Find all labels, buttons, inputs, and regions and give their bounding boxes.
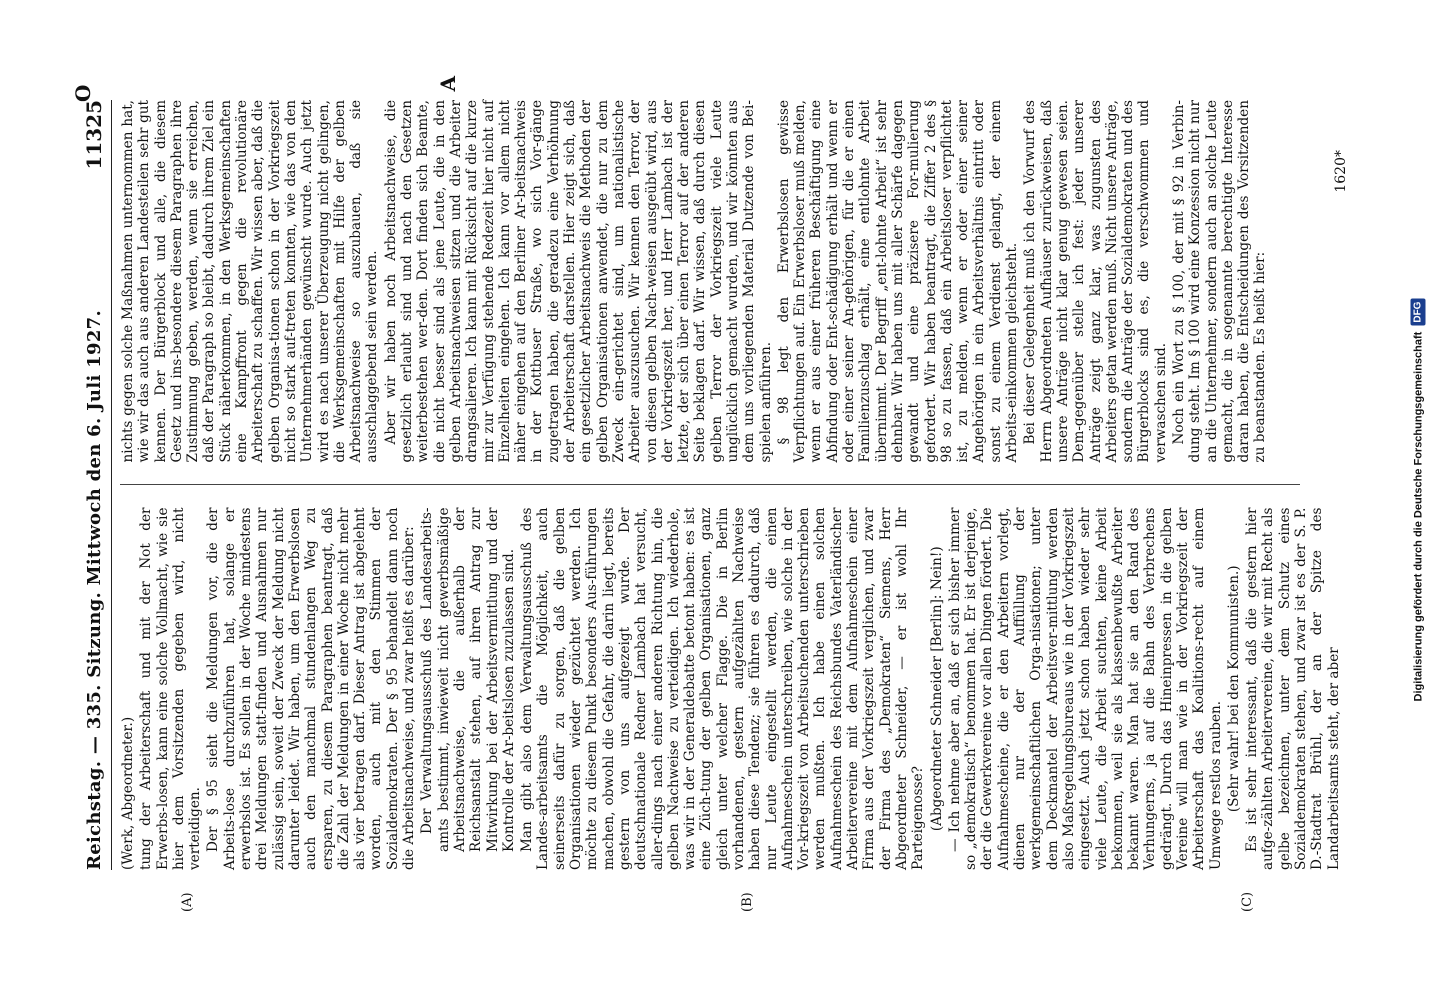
margin-marker-a: (A) (180, 892, 195, 912)
digitization-text: Digitalisierung gefördert durch die Deutsche Forschungsgemeinschaft (1412, 331, 1424, 702)
paragraph: Noch ein Wort zu § 100, der mit § 92 in Verbin-dung steht. Im § 100 wird eine Konzession nicht nur an die Unternehmer, sondern auch an solche Leute gemacht, die in sogenannte berechtigte Interesse daran haben, die Entscheidungen des Vorsitzenden zu beanstanden. Es heißt hier: (1171, 100, 1269, 463)
page (67, 70, 1367, 930)
speaker-label: (Werk, Abgeordneter.) (120, 716, 136, 870)
interjection: (Sehr wahr! bei den Kommunisten.) (1225, 565, 1242, 813)
paragraph: — Ich nehme aber an, daß er sich bisher immer so „demokratisch“ benommen hat. Er ist derjenige, der die Gewerkvereine vor allen Dingen fördert. Die Aufnahmescheine, die er den Arbeitern vorlegt, dienen nur der Auffüllung der werkgemeinschaftlichen Orga-nisationen; unter dem Deckmantel der Arbeitsver-mittlung werden also Maßregelungsbureaus wie in der Vorkriegszeit eingesetzt. Auch jetzt schon haben wieder sehr viele Leute, die Arbeit suchten, keine Arbeit bekommen, weil sie als klassenbewußte Arbeiter bekannt waren. Man hat sie an den Rand des Verhungerns, ja auf die Bahn des Verbrechens gedrängt. Durch das Hineinpressen in die gelben Vereine will man wie in der Vorkriegszeit der Arbeiterschaft das Koalitions-recht auf einem Umwege restlos rauben. (946, 507, 1224, 870)
paragraph: Man gibt also dem Verwaltungsausschuß des Landes-arbeitsamts die Möglichkeit, auch seinerseits dafür zu sorgen, daß die gelben Organisationen wieder gezüchtet werden. Ich möchte zu diesem Punkt besonders Aus-führungen machen, obwohl die Gefahr, die darin liegt, bereits gestern von uns aufgezeigt wurde. Der deutschnationale Redner Lambach hat versucht, aller-dings nach einer anderen Richtung hin, die gelben Nachweise zu verteidigen. Ich wiederhole, was wir in der Generaldebatte betont haben: es ist eine Züch-tung der gelben Organisationen, ganz gleich unter welcher Flagge. Die in Berlin vorhandenen, gestern aufgezählten Nachweise haben diese Tendenz; sie führen es dadurch, daß nur Leute eingestellt werden, die einen Aufnahmeschein unterschreiben, wie solche in der Vor-kriegszeit von Arbeitsuchenden unterschrieben werden mußten. Ich habe einen solchen Aufnahmeschein des Reichsbundes Vaterländischer Arbeitervereine mit dem Aufnahmeschein einer Firma aus der Vorkriegszeit verglichen, und zwar der Firma des „Demokraten“ Siemens, Herr Abgeordneter Schneider, — er ist wohl Ihr Parteigenosse? (519, 507, 927, 870)
column-divider (120, 485, 1300, 486)
sheet-number: 1620* (1333, 150, 1349, 193)
page-number: 11325 (82, 100, 106, 170)
paragraph: Der § 95 sieht die Meldungen vor, die der Arbeits-lose durchzuführen hat, solange er erwerbslos ist. Es sollen in der Woche mindestens drei Meldungen statt-finden und Ausnahmen nur zulässig sein, soweit der Zweck der Meldung nicht darunter leidet. Wir haben, um den Erwerbslosen auch den manchmal stundenlangen Weg zu ersparen, zu diesem Paragraphen beantragt, daß die Zahl der Meldungen in einer Woche nicht mehr als vier betragen darf. Dieser Antrag ist abgelehnt worden, auch mit den Stimmen der Sozialdemokraten. Der § 95 behandelt dann noch die Arbeitsnachweise, und zwar heißt es darüber: (205, 507, 418, 870)
dfg-logo-icon: DFG (1411, 299, 1426, 326)
digitization-note (1411, 299, 1426, 702)
paragraph: § 98 legt den Erwerbslosen gewisse Verpflichtungen auf. Ein Erwerbsloser muß melden, wenn er aus einer früheren Beschäftigung eine Abfindung oder Ent-schädigung erhält und wenn er oder einer seiner An-gehörigen, für die er einen Familienzuschlag erhält, eine entlohnte Arbeit übernimmt. Der Begriff „ent-lohnte Arbeit“ ist sehr dehnbar. Wir haben uns mit aller Schärfe dagegen gewandt und eine präzisere For-mulierung gefordert. Wir haben beantragt, die Ziffer 2 des § 98 so zu fassen, daß ein Arbeitsloser verpflichtet ist, zu melden, wenn er oder einer seiner Angehörigen in ein Arbeitsverhältnis eintritt oder sonst zu einem Verdienst gelangt, der einem Arbeits-einkommen gleichsteht. (775, 100, 1021, 463)
margin-marker-b: (B) (740, 892, 755, 912)
paragraph: nichts gegen solche Maßnahmen unternommen hat, wie wir das auch aus anderen Landesteilen sehr gut kennen. Der Bürgerblock und alle, die diesem Gesetz und ins-besondere diesem Paragraphen ihre Zustimmung geben, werden, wenn sie erreichen, daß der Paragraph so bleibt, dadurch ihrem Ziel ein Stück näherkommen, in den Werksgemeinschaften eine Kampffront gegen die revolutionäre Arbeiterschaft zu schaffen. Wir wissen aber, daß die gelben Organisa-tionen schon in der Vorkriegszeit nicht so stark auf-treten konnten, wie das von den Unternehmerhänden gewünscht wurde. Auch jetzt wird es nach unserer Überzeugung nicht gelingen, die Werksgemeinschaften mit Hilfe der gelben Arbeitsnachweise so auszubauen, daß sie ausschlaggebend sein werden. (120, 100, 381, 463)
corner-mark: O (71, 84, 95, 102)
page-header (71, 84, 112, 870)
column-right (120, 76, 1300, 463)
quote-paragraph: Der Verwaltungsausschuß des Landesarbeits-amts bestimmt, inwieweit nicht gewerbsmäßige Arbeitsnachweise, die außerhalb der Reichsanstalt stehen, auf ihren Antrag zur Mitwirkung bei der Arbeitsvermittlung und der Kontrolle der Ar-beitslosen zuzulassen sind. (419, 507, 517, 852)
paragraph: tung der Arbeiterschaft und mit der Not der Erwerbs-losen, kann eine solche Vollmacht, wie sie hier dem Vorsitzenden gegeben wird, nicht verteidigen. (138, 507, 204, 870)
side-mark: A (436, 76, 460, 92)
paragraph: Es ist sehr interessant, daß die gestern hier aufge-zählten Arbeitervereine, die wir mit Recht als gelbe bezeichnen, unter dem Schutz eines Sozialdemokraten stehen, und zwar ist es der S. P. D.-Stadtrat Brühl, der an der Spitze des Landarbeitsamts steht, der aber (1244, 507, 1342, 870)
paragraph: Aber wir haben noch Arbeitsnachweise, die gesetzlich erlaubt sind und nach den Gesetzen weiterbestehen wer-den. Dort finden sich Beamte, die nicht besser sind als jene Leute, die in den gelben Arbeitsnachweisen sitzen und die Arbeiter drangsalieren. Ich kann mit Rücksicht auf die kurze mir zur Verfügung stehende Redezeit hier nicht auf Einzelheiten eingehen. Ich kann vor allem nicht näher eingehen auf den Berliner Ar-beitsnachweis in der Kottbuser Straße, wo sich Vor-gänge zugetragen haben, die geradezu eine Verhöhnung der Arbeiterschaft darstellen. Hier zeigt sich, daß ein gesetzlicher Arbeitsnachweis die Methoden der gelben Organisationen anwendet, die nur zu dem Zweck ein-gerichtet sind, um nationalistische Arbeiter auszusuchen. Wir kennen den Terror, der von diesen gelben Nach-weisen ausgeübt wird, aus der Vorkriegszeit her, und Herr Lambach ist der letzte, der sich über einen Terror auf der anderen Seite beklagen darf. Wir wissen, daß durch diesen gelben Terror der Vorkriegszeit viele Leute unglücklich gemacht wurden, und wir könnten aus dem uns vorliegenden Material Dutzende von Bei-spielen anführen. (382, 100, 774, 463)
margin-marker-c: (C) (1240, 891, 1255, 912)
column-left (120, 507, 1342, 871)
interjection: (Abgeordneter Schneider [Berlin]: Nein!) (928, 546, 945, 832)
paragraph: Bei dieser Gelegenheit muß ich den Vorwurf des Herrn Abgeordneten Aufhäuser zurückweisen, daß unsere Anträge nicht klar genug gewesen seien. Dem-gegenüber stelle ich fest: jeder unserer Anträge zeigt ganz klar, was zugunsten des Arbeiters getan werden muß. Nicht unsere Anträge, sondern die Anträge der Sozialdemokraten und des Bürgerblocks sind es, die verschwommen und verwaschen sind. (1022, 100, 1169, 463)
page-title: Reichstag. — 335. Sitzung. Mittwoch den 6. Juli 1927. (83, 309, 105, 870)
